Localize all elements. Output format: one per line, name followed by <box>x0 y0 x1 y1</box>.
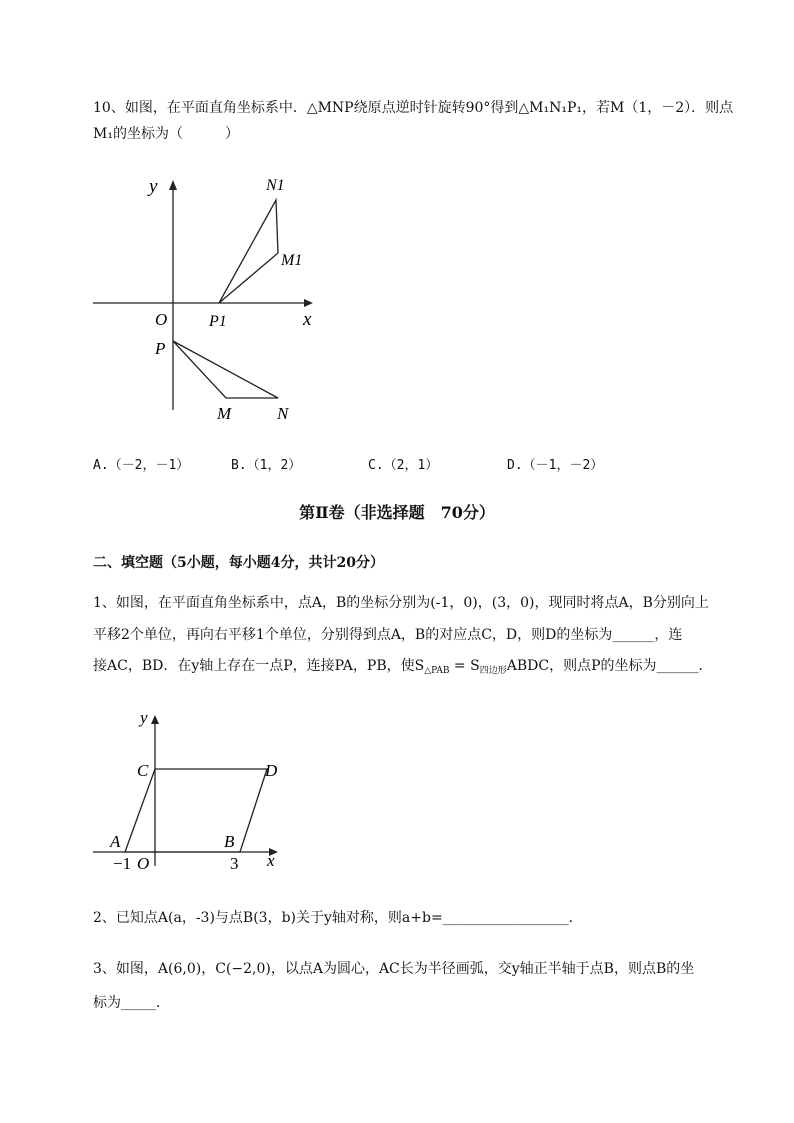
q10-label-m1: M1 <box>281 252 303 269</box>
q1-figure <box>85 706 290 878</box>
q1-text-line3 <box>93 652 736 686</box>
q3-text-line2: 标为_____． <box>93 995 170 1011</box>
q10-label-p1: P1 <box>209 313 227 330</box>
q1-label-d: D <box>265 761 278 780</box>
choice-d[interactable]: D.（－1，－2） <box>507 458 604 473</box>
q1-line3-b: = S <box>449 658 480 674</box>
q10-label-y: y <box>149 176 158 197</box>
q1-line3-a: 接AC，BD．在y轴上存在一点P，连接PA，PB，使S <box>93 658 425 674</box>
q1-text-line1: 1、如图，在平面直角坐标系中，点A，B的坐标分别为(-1，0)，(3，0)，现同时将点A，B分别向上 <box>93 595 709 611</box>
choice-a[interactable]: A.（－2，－1） <box>93 458 190 473</box>
q10-label-origin: O <box>155 310 168 329</box>
q1-label-c: C <box>137 761 149 780</box>
triangle-m1n1p1 <box>219 200 278 303</box>
q1-label-y: y <box>140 708 148 727</box>
parallelogram-abdc <box>125 769 267 852</box>
q10-choices <box>93 452 713 476</box>
q3-text-line1: 3、如图，A(6,0)，C(−2,0)，以点A为圆心，AC长为半径画弧，交y轴正半轴于点B，则点B的坐 <box>93 961 695 977</box>
q10-label-m: M <box>217 404 232 423</box>
q10-label-n1: N1 <box>266 177 285 194</box>
q10-x-arrow <box>304 299 313 307</box>
q10-label-p: P <box>155 339 166 358</box>
q10-label-x: x <box>303 309 312 330</box>
q1-label-x: x <box>267 851 275 870</box>
q1-label-b: B <box>224 832 235 851</box>
q10-y-arrow <box>169 180 177 190</box>
q10-text-line1: 10、如图，在平面直角坐标系中．△MNP绕原点逆时针旋转90°得到△M₁N₁P₁，若M（1，－2）．则点 <box>93 100 734 116</box>
part2-title: 第Ⅱ卷（非选择题 70分） <box>299 503 495 522</box>
q1-tick-3: 3 <box>230 854 239 873</box>
q1-line3-c: ABDC，则点P的坐标为______． <box>506 658 713 674</box>
q1-line3-sub2: 四边形 <box>479 666 507 676</box>
q1-line3-sub1: △PAB <box>424 666 450 676</box>
choice-b[interactable]: B.（1，2） <box>231 458 302 473</box>
q2-text: 2、已知点A(a，-3)与点B(3，b)关于y轴对称，则a+b=__________________． <box>93 910 583 926</box>
q1-label-a: A <box>110 832 121 851</box>
q1-tick-neg1: −1 <box>113 854 132 873</box>
choice-c[interactable]: C.（2，1） <box>368 458 439 473</box>
triangle-mnp <box>173 341 278 398</box>
q10-figure <box>85 168 325 428</box>
q1-text-line2: 平移2个单位，再向右平移1个单位，分别得到点A，B的对应点C，D，则D的坐标为______，连 <box>93 627 683 643</box>
q10-text-line2: M₁的坐标为（ ） <box>93 126 239 142</box>
q1-label-origin: O <box>137 854 150 873</box>
section-heading: 二、填空题（5小题，每小题4分，共计20分） <box>93 555 384 571</box>
q10-label-n: N <box>277 404 289 423</box>
q1-y-arrow <box>151 715 159 724</box>
